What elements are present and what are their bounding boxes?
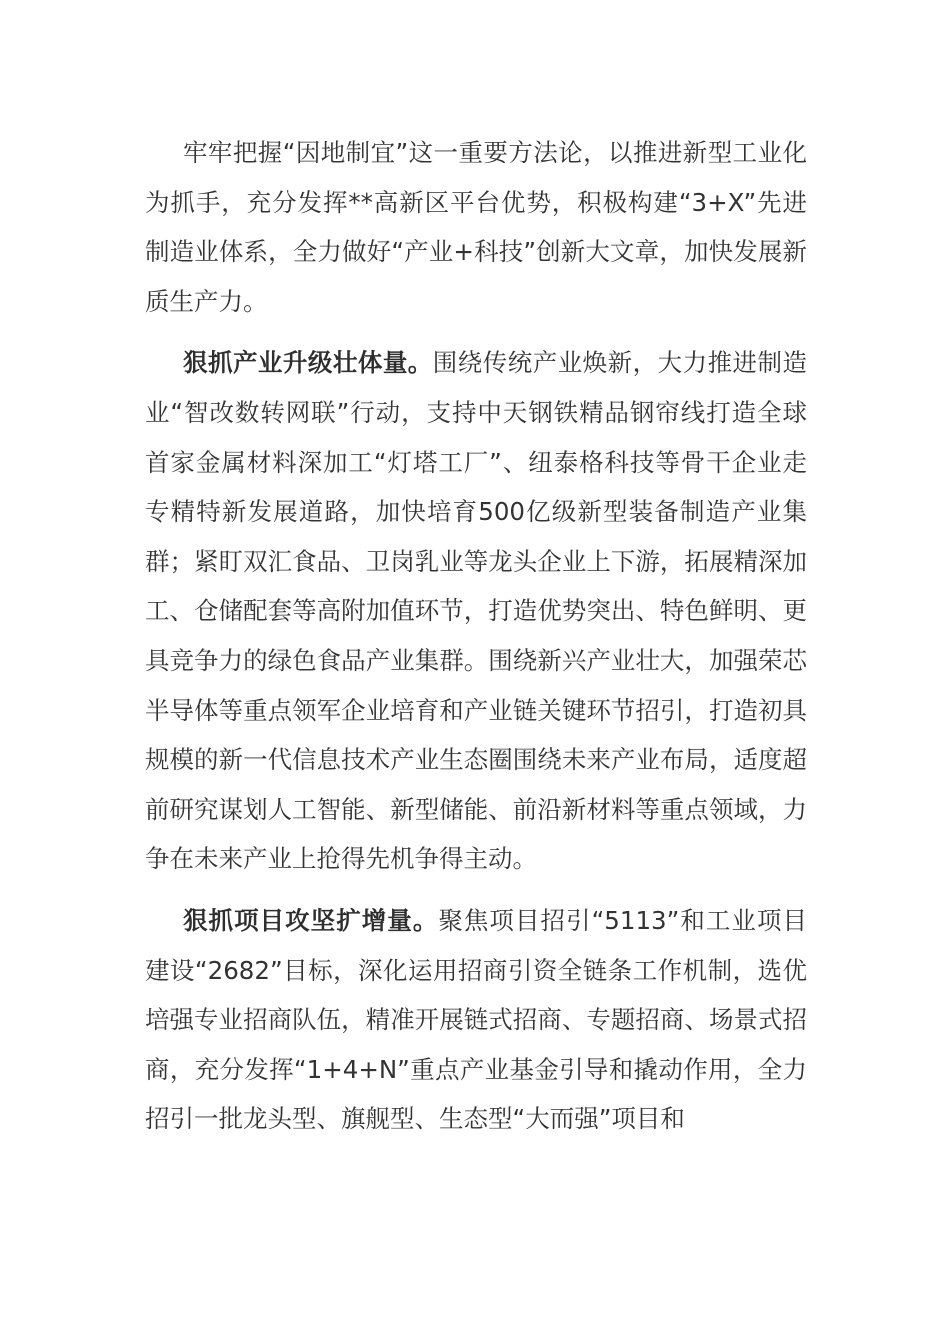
paragraph-heading: 狠抓产业升级壮体量。	[183, 348, 433, 378]
paragraph-heading: 狠抓项目攻坚扩增量。	[183, 905, 439, 935]
paragraph-project-push	[145, 896, 807, 1144]
paragraph-text: 牢牢把握“因地制宜”这一重要方法论，以推进新型工业化为抓手，充分发挥**高新区平台优势，积极构建“3+X”先进制造业体系，全力做好“产业+科技”创新大文章，加快发展新质生产力。	[145, 138, 807, 316]
paragraph-industry-upgrade	[145, 338, 807, 884]
paragraph-text: 围绕传统产业焕新，大力推进制造业“智改数转网联”行动，支持中天钢铁精品钢帘线打造全球首家金属材料深加工“灯塔工厂”、纽泰格科技等骨干企业走专精特新发展道路，加快培育500亿级新型装备制造产业集群；紧盯双汇食品、卫岗乳业等龙头企业上下游，拓展精深加工、仓储配套等高附加值环节，打造优势突出、特色鲜明、更具竞争力的绿色食品产业集群。围绕新兴产业壮大，加强荣芯半导体等重点领军企业培育和产业链关键环节招引，打造初具规模的新一代信息技术产业生态圈围绕未来产业布局，适度超前研究谋划人工智能、新型储能、前沿新材料等重点领域，力争在未来产业上抢得先机争得主动。	[145, 348, 808, 874]
document-body	[145, 128, 807, 1156]
paragraph-text: 聚焦项目招引“5113”和工业项目建设“2682”目标，深化运用招商引资全链条工作机制，选优培强专业招商队伍，精准开展链式招商、专题招商、场景式招商，充分发挥“1+4+N”重点产业基金引导和撬动作用，全力招引一批龙头型、旗舰型、生态型“大而强”项目和	[145, 905, 807, 1134]
paragraph-intro	[145, 128, 807, 326]
